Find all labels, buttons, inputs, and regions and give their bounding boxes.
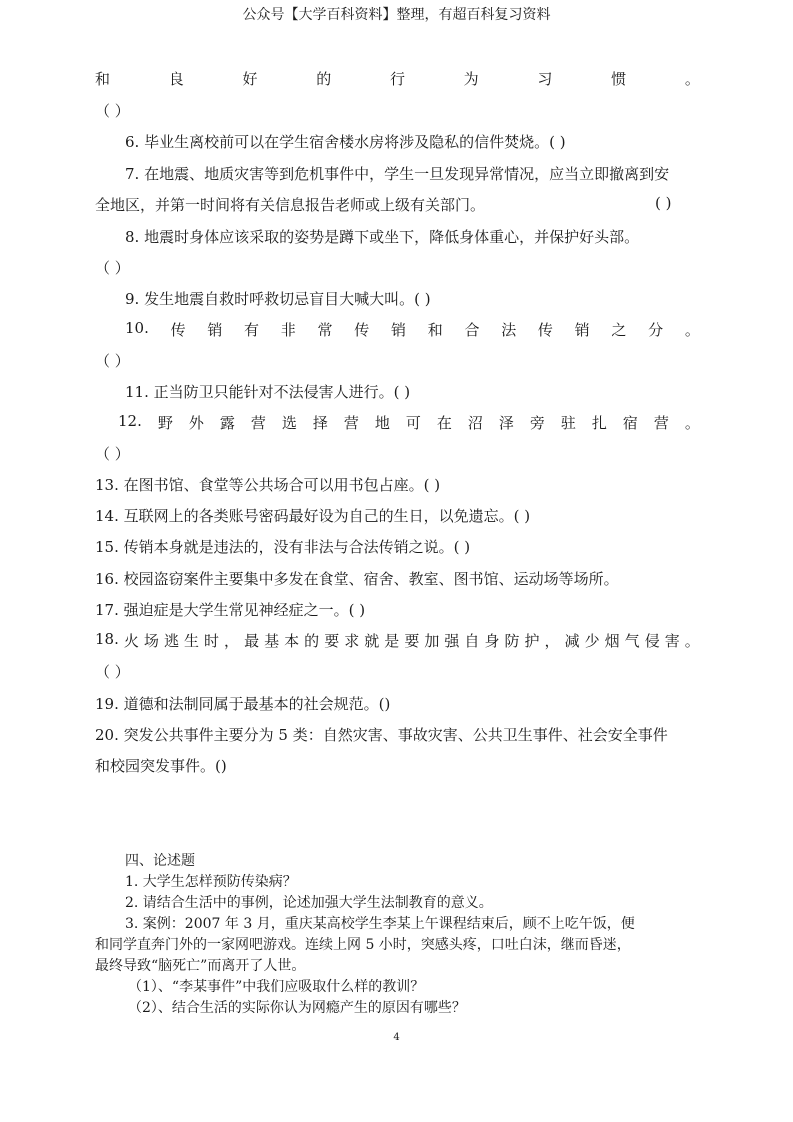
- q10-char: 之: [611, 321, 627, 339]
- q18-char: 防: [504, 632, 520, 650]
- q5-answer-paren: （ ）: [95, 102, 130, 120]
- q18-char: 最: [244, 632, 260, 650]
- q10-char: 传: [537, 321, 553, 339]
- q12-char: 野: [157, 414, 173, 432]
- q10-char: 法: [501, 321, 517, 339]
- question-17: 17. 强迫症是大学生常见神经症之一。( ): [95, 601, 366, 619]
- essay-item-2: 2. 请结合生活中的事例，论述加强大学生法制教育的意义。: [125, 895, 493, 911]
- q18-char: 生: [183, 632, 199, 650]
- q18-char: 时: [204, 632, 220, 650]
- page-number: 4: [393, 1032, 400, 1043]
- q18-char: 害: [664, 632, 680, 650]
- q12-char: 地: [374, 414, 390, 432]
- question-18: [95, 630, 700, 651]
- q5-char: 。: [684, 70, 700, 88]
- q12-char: 营: [250, 414, 266, 432]
- q10-char: 常: [317, 321, 333, 339]
- q10-char: 。: [684, 321, 700, 339]
- q18-char: 烟: [604, 632, 620, 650]
- q5-char: 习: [537, 70, 553, 88]
- page-header: 公众号【大学百科资料】整理，有超百科复习资料: [242, 7, 551, 23]
- q18-char: 护: [524, 632, 540, 650]
- question-10: [125, 319, 700, 340]
- q10-char: 和: [427, 321, 443, 339]
- q18-char: ，: [224, 632, 240, 650]
- q12-char: 可: [405, 414, 421, 432]
- q7-answer-paren: ( ): [655, 194, 672, 212]
- q18-char: 减: [564, 632, 580, 650]
- sub-question-1: （1）、“李某事件”中我们应吸取什么样的教训？: [128, 979, 425, 995]
- q10-char: 分: [648, 321, 664, 339]
- q18-char: 逃: [163, 632, 179, 650]
- q12-char: 驻: [560, 414, 576, 432]
- q18-char: 。: [684, 632, 700, 650]
- question-13: 13. 在图书馆、食堂等公共场合可以用书包占座。( ): [95, 476, 441, 494]
- q12-answer-paren: （ ）: [95, 445, 130, 463]
- question-8: 8. 地震时身体应该采取的姿势是蹲下或坐下，降低身体重心，并保护好头部。: [125, 228, 640, 246]
- q5-char: 的: [316, 70, 332, 88]
- q18-char: 身: [484, 632, 500, 650]
- q18-char: 本: [284, 632, 300, 650]
- q18-char: 求: [344, 632, 360, 650]
- q18-char: 18.: [95, 630, 119, 648]
- question-20-line1: 20. 突发公共事件主要分为 5 类：自然灾害、事故灾害、公共卫生事件、社会安全事件: [95, 726, 668, 744]
- q12-char: 12.: [118, 412, 142, 430]
- q5-char: 为: [463, 70, 479, 88]
- essay-section: [95, 851, 700, 1019]
- question-12: [118, 412, 700, 433]
- q10-char: 销: [390, 321, 406, 339]
- q10-char: 销: [207, 321, 223, 339]
- q5-char: 好: [242, 70, 258, 88]
- question-19: 19. 道德和法制同属于最基本的社会规范。(): [95, 695, 391, 713]
- question-16: 16. 校园盗窃案件主要集中多发在食堂、宿舍、教室、图书馆、运动场等场所。: [95, 570, 619, 588]
- q18-char: 就: [364, 632, 380, 650]
- q10-char: 有: [244, 321, 260, 339]
- q12-char: 露: [219, 414, 235, 432]
- q12-char: 外: [188, 414, 204, 432]
- q5-char: 行: [389, 70, 405, 88]
- question-7-line1: 7. 在地震、地质灾害等到危机事件中，学生一旦发现异常情况，应当立即撤离到安: [125, 165, 670, 183]
- q18-char: 加: [424, 632, 440, 650]
- question-15: 15. 传销本身就是违法的，没有非法与合法传销之说。( ): [95, 538, 471, 556]
- sub-question-2: （2）、结合生活的实际你认为网瘾产生的原因有哪些？: [128, 1000, 466, 1016]
- q18-char: 火: [123, 632, 139, 650]
- q12-char: 。: [684, 414, 700, 432]
- question-14: 14. 互联网上的各类账号密码最好设为自己的生日，以免遗忘。( ): [95, 507, 531, 525]
- q18-char: 是: [384, 632, 400, 650]
- q5-char: 和: [95, 70, 111, 88]
- essay-item-1: 1. 大学生怎样预防传染病？: [125, 874, 297, 890]
- question-7-line2: 全地区，并第一时间将有关信息报告老师或上级有关部门。: [95, 196, 486, 214]
- q10-char: 传: [354, 321, 370, 339]
- q18-char: 基: [264, 632, 280, 650]
- q8-answer-paren: （ ）: [95, 259, 130, 277]
- case-line-3: 最终导致“脑死亡”而离开了人世。: [95, 958, 306, 974]
- q10-char: 非: [280, 321, 296, 339]
- q5-tail-line: [95, 68, 700, 89]
- q12-char: 择: [312, 414, 328, 432]
- question-9: 9. 发生地震自救时呼救切忌盲目大喊大叫。( ): [125, 290, 431, 308]
- q10-char: 合: [464, 321, 480, 339]
- q10-char: 销: [574, 321, 590, 339]
- q18-char: ，: [544, 632, 560, 650]
- question-20-line2: 和校园突发事件。(): [95, 757, 227, 775]
- q5-char: 惯: [611, 70, 627, 88]
- q12-char: 扎: [591, 414, 607, 432]
- q18-char: 少: [584, 632, 600, 650]
- q18-char: 侵: [644, 632, 660, 650]
- q18-char: 气: [624, 632, 640, 650]
- q12-char: 选: [281, 414, 297, 432]
- q12-char: 旁: [529, 414, 545, 432]
- q10-char: 10.: [125, 319, 149, 337]
- q18-answer-paren: （ ）: [95, 663, 130, 681]
- q18-char: 自: [464, 632, 480, 650]
- q18-char: 的: [304, 632, 320, 650]
- q12-char: 宿: [622, 414, 638, 432]
- question-6: 6. 毕业生离校前可以在学生宿舍楼水房将涉及隐私的信件焚烧。( ): [125, 133, 566, 151]
- q12-char: 泽: [498, 414, 514, 432]
- q12-char: 营: [343, 414, 359, 432]
- q10-answer-paren: （ ）: [95, 352, 130, 370]
- q18-char: 要: [404, 632, 420, 650]
- q18-char: 要: [324, 632, 340, 650]
- q12-char: 营: [653, 414, 669, 432]
- q18-char: 场: [143, 632, 159, 650]
- q12-char: 在: [436, 414, 452, 432]
- case-line-2: 和同学直奔门外的一家网吧游戏。连续上网 5 小时，突感头疼，口吐白沫，继而昏迷，: [95, 937, 631, 953]
- q12-char: 沼: [467, 414, 483, 432]
- question-11: 11. 正当防卫只能针对不法侵害人进行。( ): [125, 383, 411, 401]
- section-title: 四、论述题: [125, 853, 195, 869]
- case-line-1: 3. 案例：2007 年 3 月，重庆某高校学生李某上午课程结束后，顾不上吃午饭，便: [125, 916, 635, 932]
- q5-char: 良: [168, 70, 184, 88]
- q10-char: 传: [170, 321, 186, 339]
- q18-char: 强: [444, 632, 460, 650]
